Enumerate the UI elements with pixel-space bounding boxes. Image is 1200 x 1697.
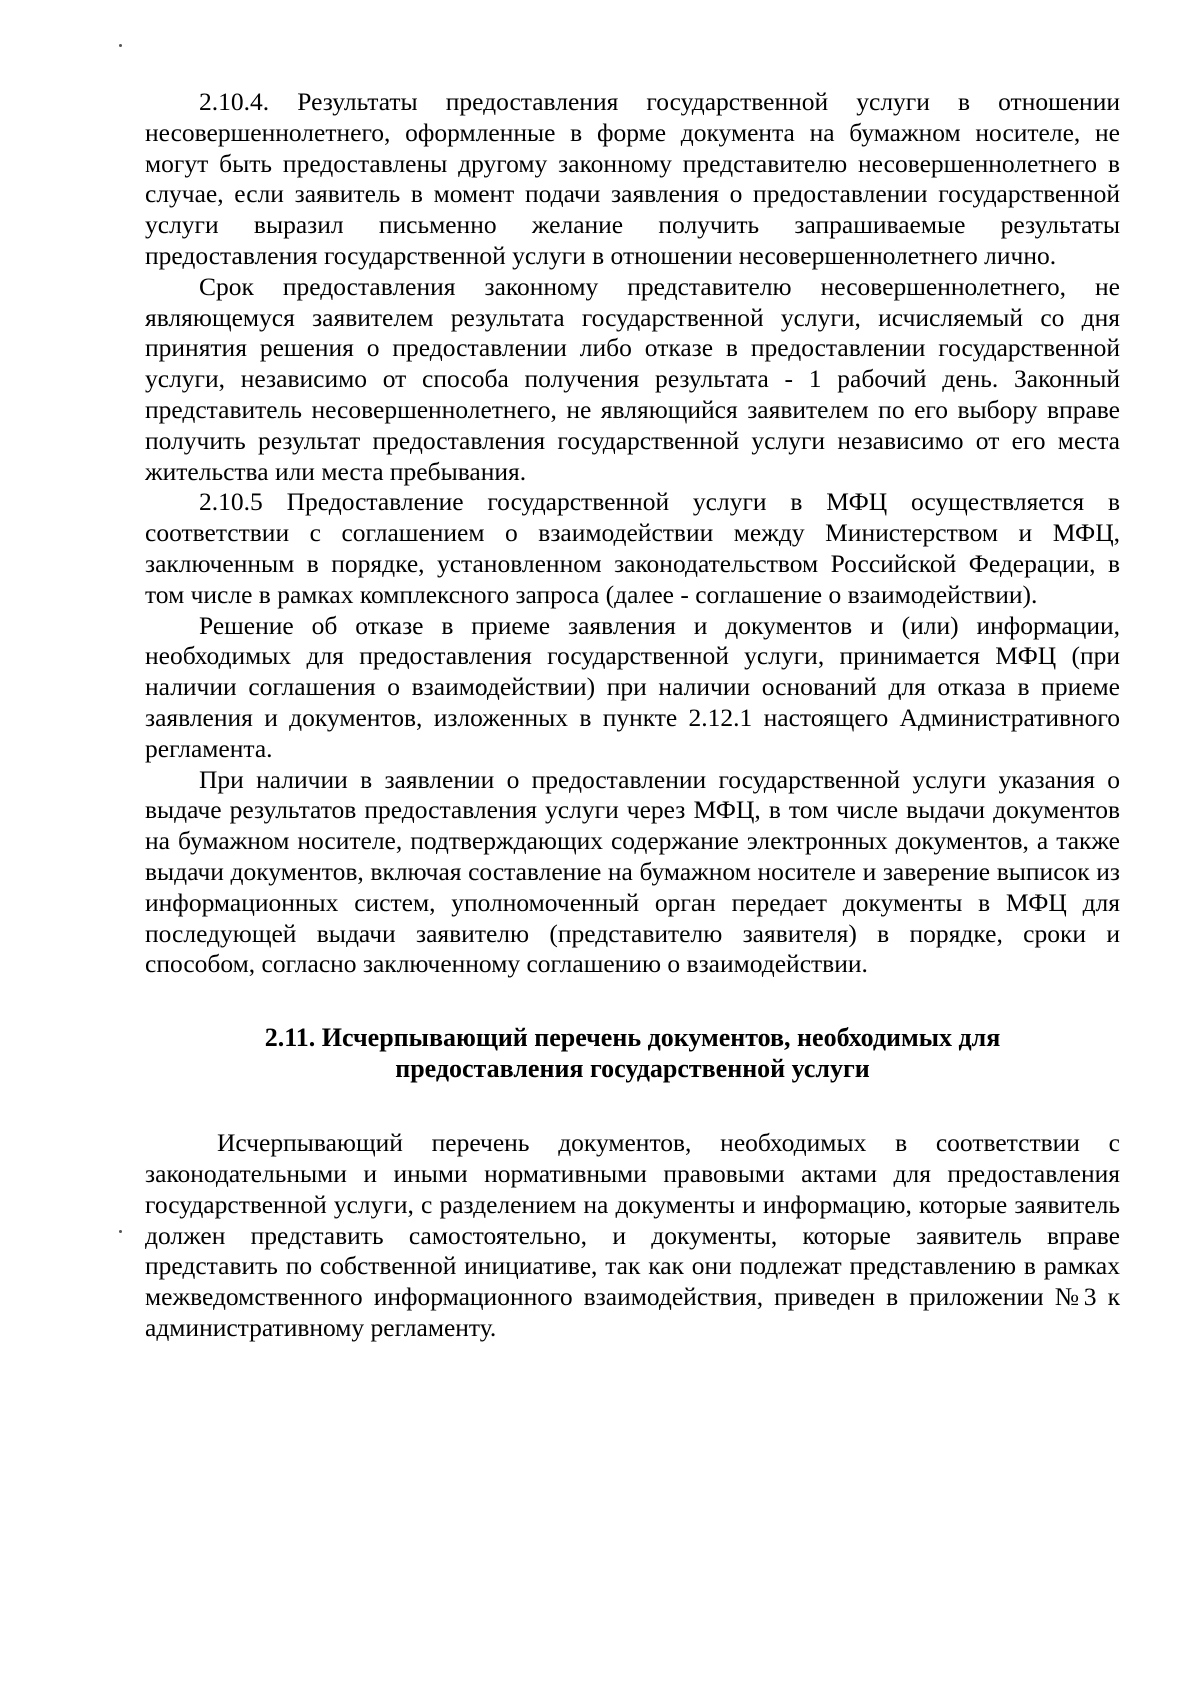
paragraph-mfc-issuance: При наличии в заявлении о предоставлении государственной услуги указания о выдаче результатов предоставления услуги через МФЦ, в том числе выдачи документов на бумажном носителе, подтверждающих содержание электронных документов, а также выдачи документов, включая составление на бумажном носителе и заверение выписок из информационных систем, уполномоченный орган передает документы в МФЦ для последующей выдачи заявителю (представителю заявителя) в порядке, сроки и способом, согласно заключенному соглашению о взаимодействии. (145, 764, 1120, 979)
heading-line-2: предоставления государственной услуги (395, 1054, 870, 1084)
paragraph-2-10-4: 2.10.4. Результаты предоставления государственной услуги в отношении несовершеннолетнего, оформленные в форме документа на бумажном носителе, не могут быть предоставлены другому законному представителю несовершеннолетнего в случае, если заявитель в момент подачи заявления о предоставлении государственной услуги выразил письменно желание получить запрашиваемые результаты предоставления государственной услуги в отношении несовершеннолетнего лично. (145, 87, 1120, 270)
document-body (145, 87, 1120, 1344)
paragraph-term: Срок предоставления законному представителю несовершеннолетнего, не являющемуся заявителем результата государственной услуги, исчисляемый со дня принятия решения о предоставлении либо отказе в предоставлении государственной услуги, независимо от способа получения результата - 1 рабочий день. Законный представитель несовершеннолетнего, не являющийся заявителем по его выбору вправе получить результат предоставления государственной услуги независимо от его места жительства или места пребывания. (145, 271, 1120, 486)
paragraph-2-10-5: 2.10.5 Предоставление государственной услуги в МФЦ осуществляется в соответствии с соглашением о взаимодействии между Министерством и МФЦ, заключенным в порядке, установленном законодательством Российской Федерации, в том числе в рамках комплексного запроса (далее - соглашение о взаимодействии). (145, 487, 1120, 609)
paragraph-documents-list: Исчерпывающий перечень документов, необходимых в соответствии с законодательными и иными нормативными правовыми актами для предоставления государственной услуги, с разделением на документы и информацию, которые заявитель должен представить самостоятельно, и документы, которые заявитель вправе представить по собственной инициативе, так как они подлежат представлению в рамках межведомственного информационного взаимодействия, приведен в приложении №3 к административному регламенту. (145, 1128, 1120, 1342)
scan-speck (119, 44, 122, 47)
heading-line-1: 2.11. Исчерпывающий перечень документов, необходимых для (264, 1023, 1001, 1053)
section-heading-2-11 (145, 1022, 1120, 1084)
paragraph-refusal: Решение об отказе в приеме заявления и документов и (или) информации, необходимых для предоставления государственной услуги, принимается МФЦ (при наличии соглашения о взаимодействии) при наличии оснований для отказа в приеме заявления и документов, изложенных в пункте 2.12.1 настоящего Административного регламента. (145, 610, 1120, 763)
scan-speck (119, 1230, 122, 1233)
